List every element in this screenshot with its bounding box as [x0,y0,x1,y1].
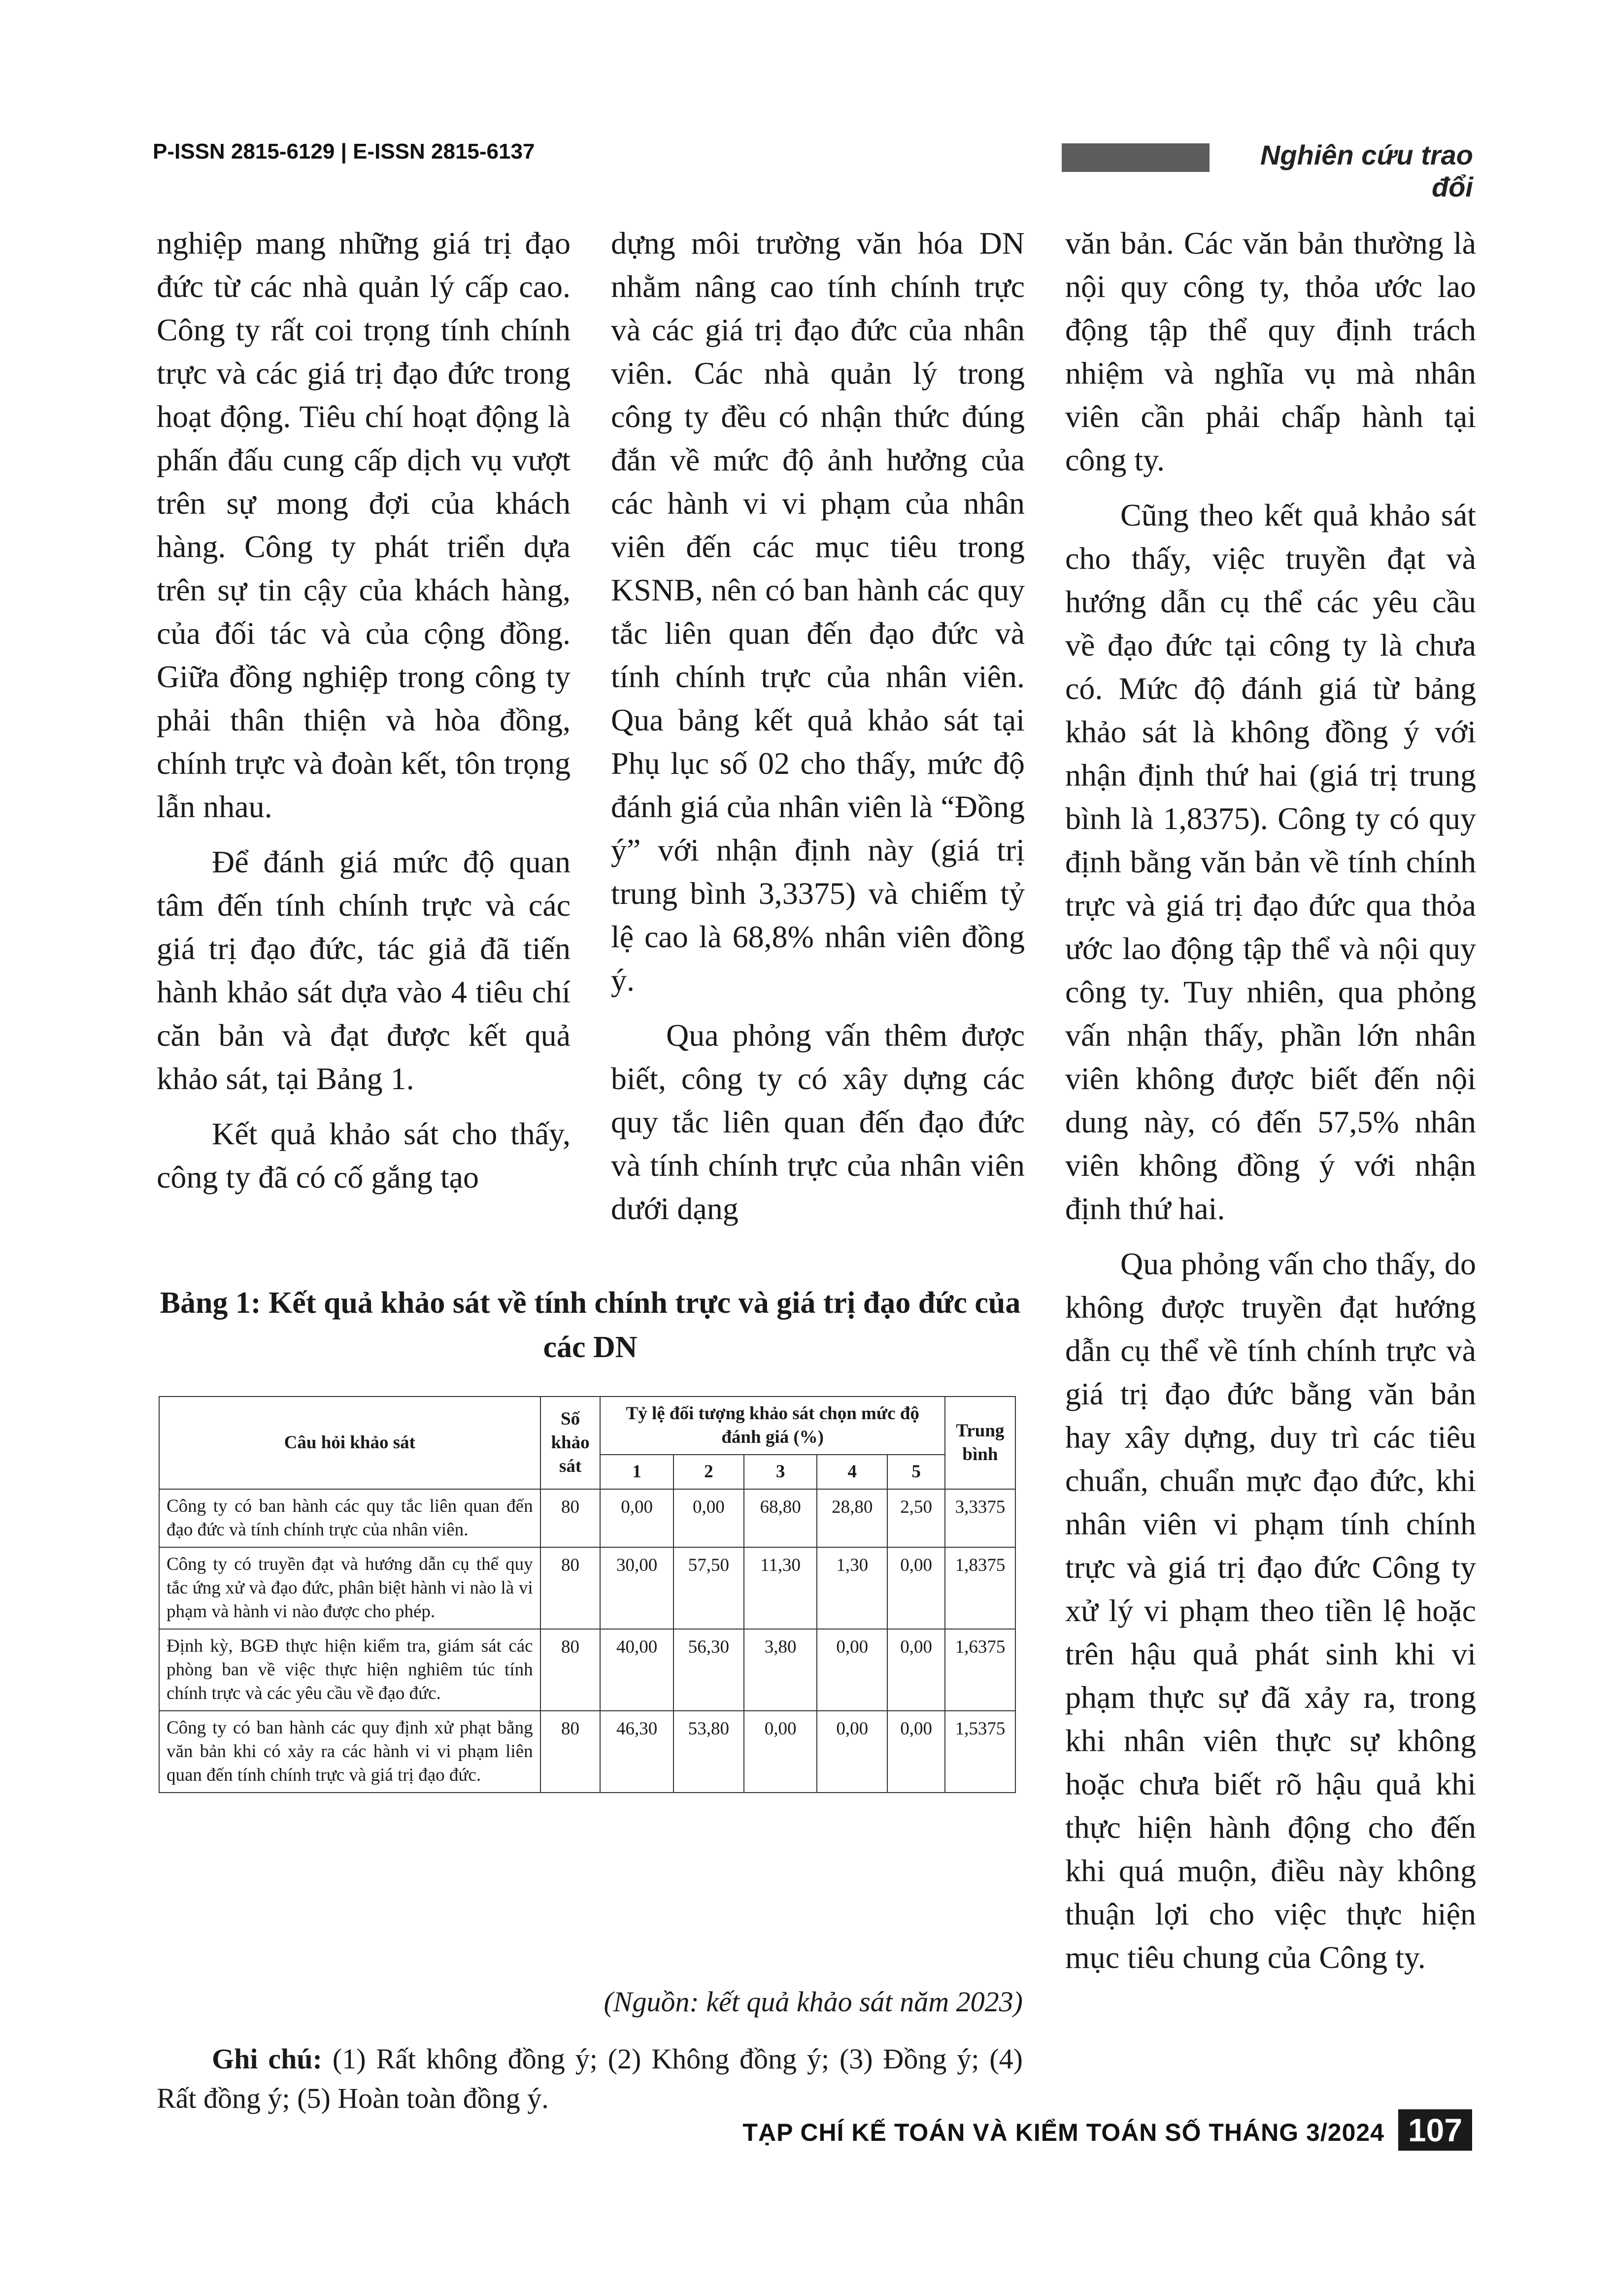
paragraph: Cũng theo kết quả khảo sát cho thấy, việc truyền đạt và hướng dẫn cụ thể các yêu cầu về đạo đức tại công ty là chưa có. Mức độ đánh giá từ bảng khảo sát là không đồng ý với nhận định thứ hai (giá trị trung bình là 1,8375). Công ty có quy định bằng văn bản về tính chính trực và giá trị đạo đức qua thỏa ước lao động tập thể và nội quy công ty. Tuy nhiên, qua phỏng vấn nhận thấy, phần lớn nhân viên không được biết đến nội dung này, có đến 57,5% nhân viên không đồng ý với nhận định thứ hai. [1065,498,1476,1226]
count-cell: 80 [540,1629,601,1711]
header-question: Câu hỏi khảo sát [159,1397,540,1489]
survey-table [159,1396,1016,1793]
mean-cell: 1,8375 [945,1547,1015,1629]
value-cell: 56,30 [673,1629,744,1711]
question-cell: Công ty có ban hành các quy định xử phạt bằng văn bản khi có xảy ra các hành vi vi phạm liên quan đến tính chính trực và giá trị đạo đức. [159,1711,540,1793]
value-cell: 28,80 [817,1489,887,1547]
text-column-1 [157,222,571,1211]
question-cell: Định kỳ, BGĐ thực hiện kiểm tra, giám sát các phòng ban về việc thực hiện nghiêm túc tính chính trực và các yêu cầu về đạo đức. [159,1629,540,1711]
value-cell: 3,80 [744,1629,817,1711]
value-cell: 0,00 [673,1489,744,1547]
value-cell: 0,00 [887,1629,945,1711]
section-title: Nghiên cứu trao đổi [1260,139,1473,202]
text-column-2 [611,222,1025,1242]
paragraph: Để đánh giá mức độ quan tâm đến tính chính trực và các giá trị đạo đức, tác giả đã tiến hành khảo sát dựa vào 4 tiêu chí căn bản và đạt được kết quả khảo sát, tại Bảng 1. [157,844,571,1096]
header-level-2: 2 [673,1455,744,1489]
value-cell: 0,00 [887,1547,945,1629]
table-row [159,1711,1015,1793]
value-cell: 11,30 [744,1547,817,1629]
page-number: 107 [1398,2109,1472,2151]
table-row [159,1547,1015,1629]
table-note [157,2039,1023,2118]
mean-cell: 3,3375 [945,1489,1015,1547]
value-cell: 0,00 [600,1489,673,1547]
journal-footer: TẠP CHÍ KẾ TOÁN VÀ KIỂM TOÁN SỐ THÁNG 3/2024 [742,2119,1384,2146]
mean-cell: 1,5375 [945,1711,1015,1793]
paragraph: Kết quả khảo sát cho thấy, công ty đã có cố gắng tạo [157,1116,571,1195]
value-cell: 46,30 [600,1711,673,1793]
value-cell: 0,00 [887,1711,945,1793]
value-cell: 1,30 [817,1547,887,1629]
note-label: Ghi chú: [212,2043,322,2075]
header-mean: Trung bình [945,1397,1015,1489]
header-level-4: 4 [817,1455,887,1489]
paragraph: nghiệp mang những giá trị đạo đức từ các nhà quản lý cấp cao. Công ty rất coi trọng tính chính trực và các giá trị đạo đức trong hoạt động. Tiêu chí hoạt động là phấn đấu cung cấp dịch vụ vượt trên sự mong đợi của khách hàng. Công ty phát triển dựa trên sự tin cậy của khách hàng, của đối tác và của cộng đồng. Giữa đồng nghiệp trong công ty phải thân thiện và hòa đồng, chính trực và đoàn kết, tôn trọng lẫn nhau. [157,226,571,824]
text-column-3 [1065,222,1476,1991]
paragraph: dựng môi trường văn hóa DN nhằm nâng cao tính chính trực và các giá trị đạo đức của nhân viên. Các nhà quản lý trong công ty đều có nhận thức đúng đắn về mức độ ảnh hưởng của các hành vi vi phạm của nhân viên đến các mục tiêu trong KSNB, nên có ban hành các quy tắc liên quan đến đạo đức và tính chính trực của nhân viên. Qua bảng kết quả khảo sát tại Phụ lục số 02 cho thấy, mức độ đánh giá của nhân viên là “Đồng ý” với nhận định này (giá trị trung bình 3,3375) và chiếm tỷ lệ cao là 68,8% nhân viên đồng ý. [611,226,1025,998]
mean-cell: 1,6375 [945,1629,1015,1711]
header-level-3: 3 [744,1455,817,1489]
paragraph: Qua phỏng vấn cho thấy, do không được truyền đạt hướng dẫn cụ thể về tính chính trực và giá trị đạo đức bằng văn bản hay xây dựng, duy trì các tiêu chuẩn, chuẩn mực đạo đức, khi nhân viên vi phạm tính chính trực và giá trị đạo đức Công ty xử lý vi phạm theo tiền lệ hoặc trên hậu quả phát sinh khi vi phạm thực sự đã xảy ra, trong khi nhân viên thực sự không hoặc chưa biết rõ hậu quả khi thực hiện hành động cho đến khi quá muộn, điều này không thuận lợi cho việc thực hiện mục tiêu chung của Công ty. [1065,1246,1476,1975]
issn-header: P-ISSN 2815-6129 | E-ISSN 2815-6137 [153,139,535,164]
table-row [159,1629,1015,1711]
count-cell: 80 [540,1489,601,1547]
count-cell: 80 [540,1547,601,1629]
header-rate: Tỷ lệ đối tượng khảo sát chọn mức độ đánh giá (%) [600,1397,944,1455]
header-level-1: 1 [600,1455,673,1489]
value-cell: 53,80 [673,1711,744,1793]
header-count: Số khảo sát [540,1397,601,1489]
paragraph: văn bản. Các văn bản thường là nội quy công ty, thỏa ước lao động tập thể quy định trách nhiệm và nghĩa vụ mà nhân viên cần phải chấp hành tại công ty. [1065,226,1476,477]
paragraph: Qua phỏng vấn thêm được biết, công ty có xây dựng các quy tắc liên quan đến đạo đức và tính chính trực của nhân viên dưới dạng [611,1018,1025,1226]
value-cell: 0,00 [817,1629,887,1711]
value-cell: 30,00 [600,1547,673,1629]
table-caption: Bảng 1: Kết quả khảo sát về tính chính trực và giá trị đạo đức của các DN [160,1286,1021,1364]
question-cell: Công ty có truyền đạt và hướng dẫn cụ thể quy tắc ứng xử và đạo đức, phân biệt hành vi nào là vi phạm và hành vi nào được cho phép. [159,1547,540,1629]
value-cell: 68,80 [744,1489,817,1547]
header-level-5: 5 [887,1455,945,1489]
table-source: (Nguồn: kết quả khảo sát năm 2023) [604,1986,1023,2018]
value-cell: 40,00 [600,1629,673,1711]
value-cell: 2,50 [887,1489,945,1547]
value-cell: 0,00 [744,1711,817,1793]
header-bar-decoration [1062,143,1210,172]
count-cell: 80 [540,1711,601,1793]
value-cell: 0,00 [817,1711,887,1793]
note-text: (1) Rất không đồng ý; (2) Không đồng ý; (3) Đồng ý; (4) Rất đồng ý; (5) Hoàn toàn đồng ý. [157,2043,1023,2114]
value-cell: 57,50 [673,1547,744,1629]
question-cell: Công ty có ban hành các quy tắc liên quan đến đạo đức và tính chính trực của nhân viên. [159,1489,540,1547]
table-row [159,1489,1015,1547]
